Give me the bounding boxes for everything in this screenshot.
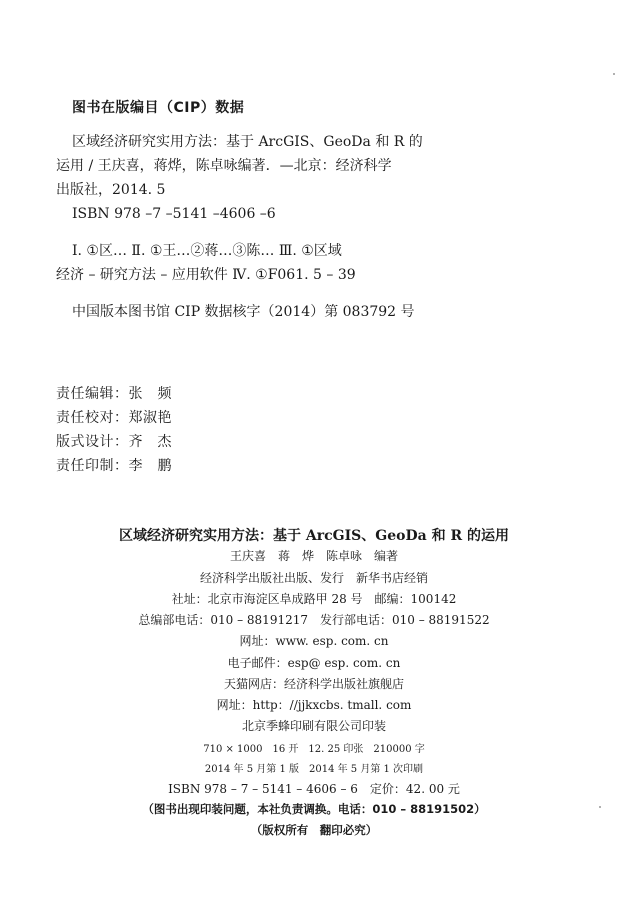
book-notice: （图书出现印装问题，本社负责调换。电话：010 – 88191502）	[142, 802, 486, 816]
book-tmall-url: 网址：http：//jjkxcbs. tmall. com	[216, 698, 412, 712]
scan-speck	[613, 73, 615, 75]
cip-isbn: ISBN 978 –7 –5141 –4606 –6	[72, 206, 276, 222]
cip-entry-line-3: 出版社，2014. 5	[56, 182, 166, 198]
staff-role: 责任校对：	[56, 410, 129, 426]
book-isbn-price: ISBN 978 – 7 – 5141 – 4606 – 6 定价：42. 00 元	[168, 782, 460, 796]
staff-role: 责任印制：	[56, 458, 129, 474]
book-tmall-store: 天猫网店：经济科学出版社旗舰店	[223, 677, 404, 691]
staff-name: 齐 杰	[128, 434, 172, 450]
book-website: 网址：www. esp. com. cn	[239, 634, 389, 648]
staff-name: 郑淑艳	[128, 410, 172, 426]
cip-subject-line-2: 经济 – 研究方法 – 应用软件 Ⅳ. ①F061. 5 – 39	[56, 267, 356, 283]
staff-layout-designer	[56, 431, 172, 451]
book-printer: 北京季蜂印刷有限公司印装	[241, 719, 386, 733]
book-copyright: （版权所有 翻印必究）	[250, 823, 378, 837]
staff-print-manager	[56, 455, 172, 475]
cip-entry-line-1: 区域经济研究实用方法：基于 ArcGIS、GeoDa 和 R 的	[72, 134, 423, 150]
staff-proofreader	[56, 407, 172, 427]
cip-record-number: 中国版本图书馆 CIP 数据核字（2014）第 083792 号	[72, 304, 415, 320]
staff-role: 版式设计：	[56, 434, 129, 450]
scan-speck	[599, 806, 601, 808]
book-title: 区域经济研究实用方法：基于 ArcGIS、GeoDa 和 R 的运用	[119, 528, 509, 544]
book-email: 电子邮件：esp@ esp. com. cn	[227, 656, 401, 670]
cip-heading: 图书在版编目（CIP）数据	[72, 100, 245, 116]
book-format: 710 × 1000 16 开 12. 25 印张 210000 字	[203, 744, 425, 755]
cip-subject-line-1: Ⅰ. ①区… Ⅱ. ①王…②蒋…③陈… Ⅲ. ①区域	[72, 243, 342, 259]
cip-entry-line-2: 运用 / 王庆喜，蒋烨，陈卓咏编著．—北京：经济科学	[56, 158, 392, 174]
staff-name: 张 频	[128, 386, 172, 402]
staff-role: 责任编辑：	[56, 386, 129, 402]
book-phones: 总编部电话：010 – 88191217 发行部电话：010 – 88191522	[138, 613, 490, 627]
book-publisher: 经济科学出版社出版、发行 新华书店经销	[199, 571, 428, 585]
book-address: 社址：北京市海淀区阜成路甲 28 号 邮编：100142	[171, 592, 457, 606]
book-authors: 王庆喜 蒋 烨 陈卓咏 编著	[229, 549, 398, 563]
book-edition: 2014 年 5 月第 1 版 2014 年 5 月第 1 次印刷	[204, 764, 424, 775]
staff-name: 李 鹏	[128, 458, 172, 474]
staff-editor	[56, 383, 172, 403]
